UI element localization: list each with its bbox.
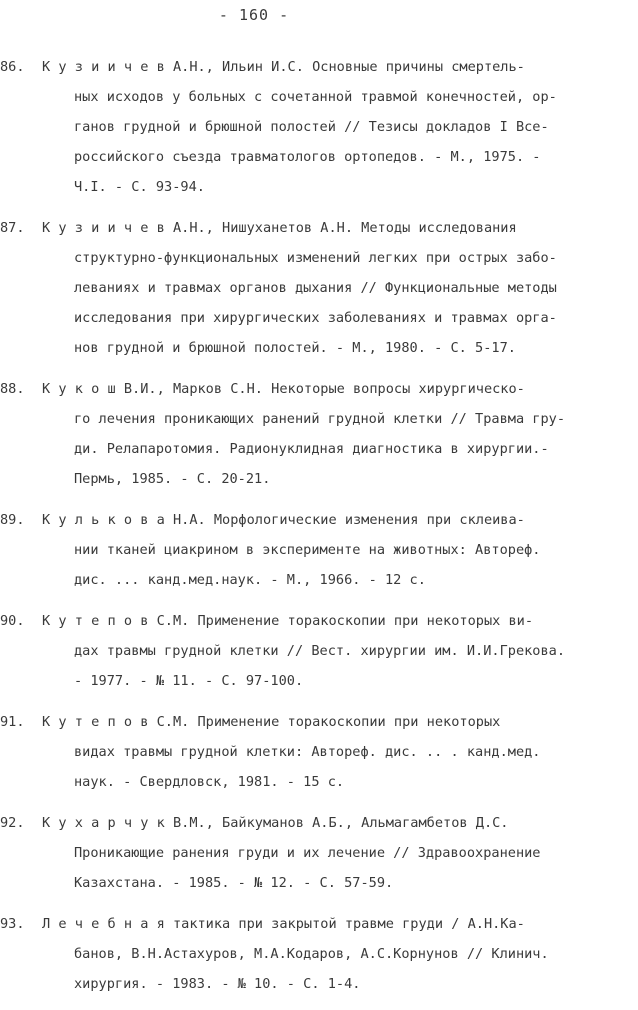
entry-line: Проникающие ранения груди и их лечение // Здравоохранение bbox=[74, 845, 541, 861]
entry-first-line bbox=[0, 606, 638, 636]
entry-text: К у т е п о в С.М. Применение торакоскопии при некоторых ви- bbox=[42, 613, 534, 629]
entry-line: го лечения проникающих ранений грудной клетки // Травма гру- bbox=[74, 411, 566, 427]
bibliography-entry bbox=[0, 707, 638, 797]
entry-line: Ч.I. - С. 93-94. bbox=[74, 179, 205, 195]
entry-line: структурно-функциональных изменений легких при острых забо- bbox=[74, 250, 557, 266]
entry-first-line bbox=[0, 374, 638, 404]
entry-line: ганов грудной и брюшной полостей // Тезисы докладов I Все- bbox=[74, 119, 549, 135]
entry-text: К у з и и ч е в А.Н., Нишуханетов А.Н. Методы исследования bbox=[42, 220, 517, 236]
entry-number: 91. bbox=[0, 714, 25, 730]
entry-line: нов грудной и брюшной полостей. - М., 1980. - С. 5-17. bbox=[74, 340, 516, 356]
entry-number: 89. bbox=[0, 512, 25, 528]
bibliography-entry bbox=[0, 52, 638, 202]
entry-line: нии тканей циакрином в эксперименте на животных: Автореф. bbox=[74, 542, 541, 558]
entry-text: К у х а р ч у к В.М., Байкуманов А.Б., Альмагамбетов Д.С. bbox=[42, 815, 509, 831]
bibliography-entry bbox=[0, 808, 638, 898]
bibliography-entry bbox=[0, 909, 638, 999]
entry-first-line bbox=[0, 909, 638, 939]
entry-line: Казахстана. - 1985. - № 12. - С. 57-59. bbox=[74, 875, 394, 891]
entry-number: 93. bbox=[0, 916, 25, 932]
entry-number: 87. bbox=[0, 220, 25, 236]
entry-line: хирургия. - 1983. - № 10. - С. 1-4. bbox=[74, 976, 361, 992]
bibliography-entry bbox=[0, 374, 638, 494]
entry-line: наук. - Свердловск, 1981. - 15 с. bbox=[74, 774, 345, 790]
bibliography-entry bbox=[0, 606, 638, 696]
entry-line: дис. ... канд.мед.наук. - М., 1966. - 12 с. bbox=[74, 572, 426, 588]
entry-text: К у к о ш В.И., Марков С.Н. Некоторые вопросы хирургическо- bbox=[42, 381, 525, 397]
entry-line: леваниях и травмах органов дыхания // Функциональные методы bbox=[74, 280, 557, 296]
entry-number: 86. bbox=[0, 59, 25, 75]
entry-line: ных исходов у больных с сочетанной травмой конечностей, ор- bbox=[74, 89, 557, 105]
entry-number: 88. bbox=[0, 381, 25, 397]
entry-number: 92. bbox=[0, 815, 25, 831]
entry-line: - 1977. - № 11. - С. 97-100. bbox=[74, 673, 304, 689]
entry-text: К у т е п о в С.М. Применение торакоскопии при некоторых bbox=[42, 714, 501, 730]
entry-first-line bbox=[0, 505, 638, 535]
entry-first-line bbox=[0, 808, 638, 838]
entry-line: видах травмы грудной клетки: Автореф. дис. .. . канд.мед. bbox=[74, 744, 541, 760]
entry-line: банов, В.Н.Астахуров, М.А.Кодаров, А.С.Корнунов // Клинич. bbox=[74, 946, 549, 962]
entry-text: К у л ь к о в а Н.А. Морфологические изменения при склеива- bbox=[42, 512, 525, 528]
entry-line: дах травмы грудной клетки // Вест. хирургии им. И.И.Грекова. bbox=[74, 643, 566, 659]
entry-first-line bbox=[0, 52, 638, 82]
entry-line: исследования при хирургических заболеваниях и травмах орга- bbox=[74, 310, 557, 326]
entry-first-line bbox=[0, 213, 638, 243]
entry-line: российского съезда травматологов ортопедов. - М., 1975. - bbox=[74, 149, 541, 165]
entry-number: 90. bbox=[0, 613, 25, 629]
entry-first-line bbox=[0, 707, 638, 737]
entry-line: Пермь, 1985. - С. 20-21. bbox=[74, 471, 271, 487]
entry-line: ди. Релапаротомия. Радионуклидная диагностика в хирургии.- bbox=[74, 441, 549, 457]
page-number: - 160 - bbox=[218, 6, 290, 24]
bibliography-entry bbox=[0, 213, 638, 363]
bibliography-list bbox=[0, 52, 638, 1010]
entry-text: Л е ч е б н а я тактика при закрытой травме груди / А.Н.Ка- bbox=[42, 916, 525, 932]
bibliography-entry bbox=[0, 505, 638, 595]
entry-text: К у з и и ч е в А.Н., Ильин И.С. Основные причины смертель- bbox=[42, 59, 525, 75]
